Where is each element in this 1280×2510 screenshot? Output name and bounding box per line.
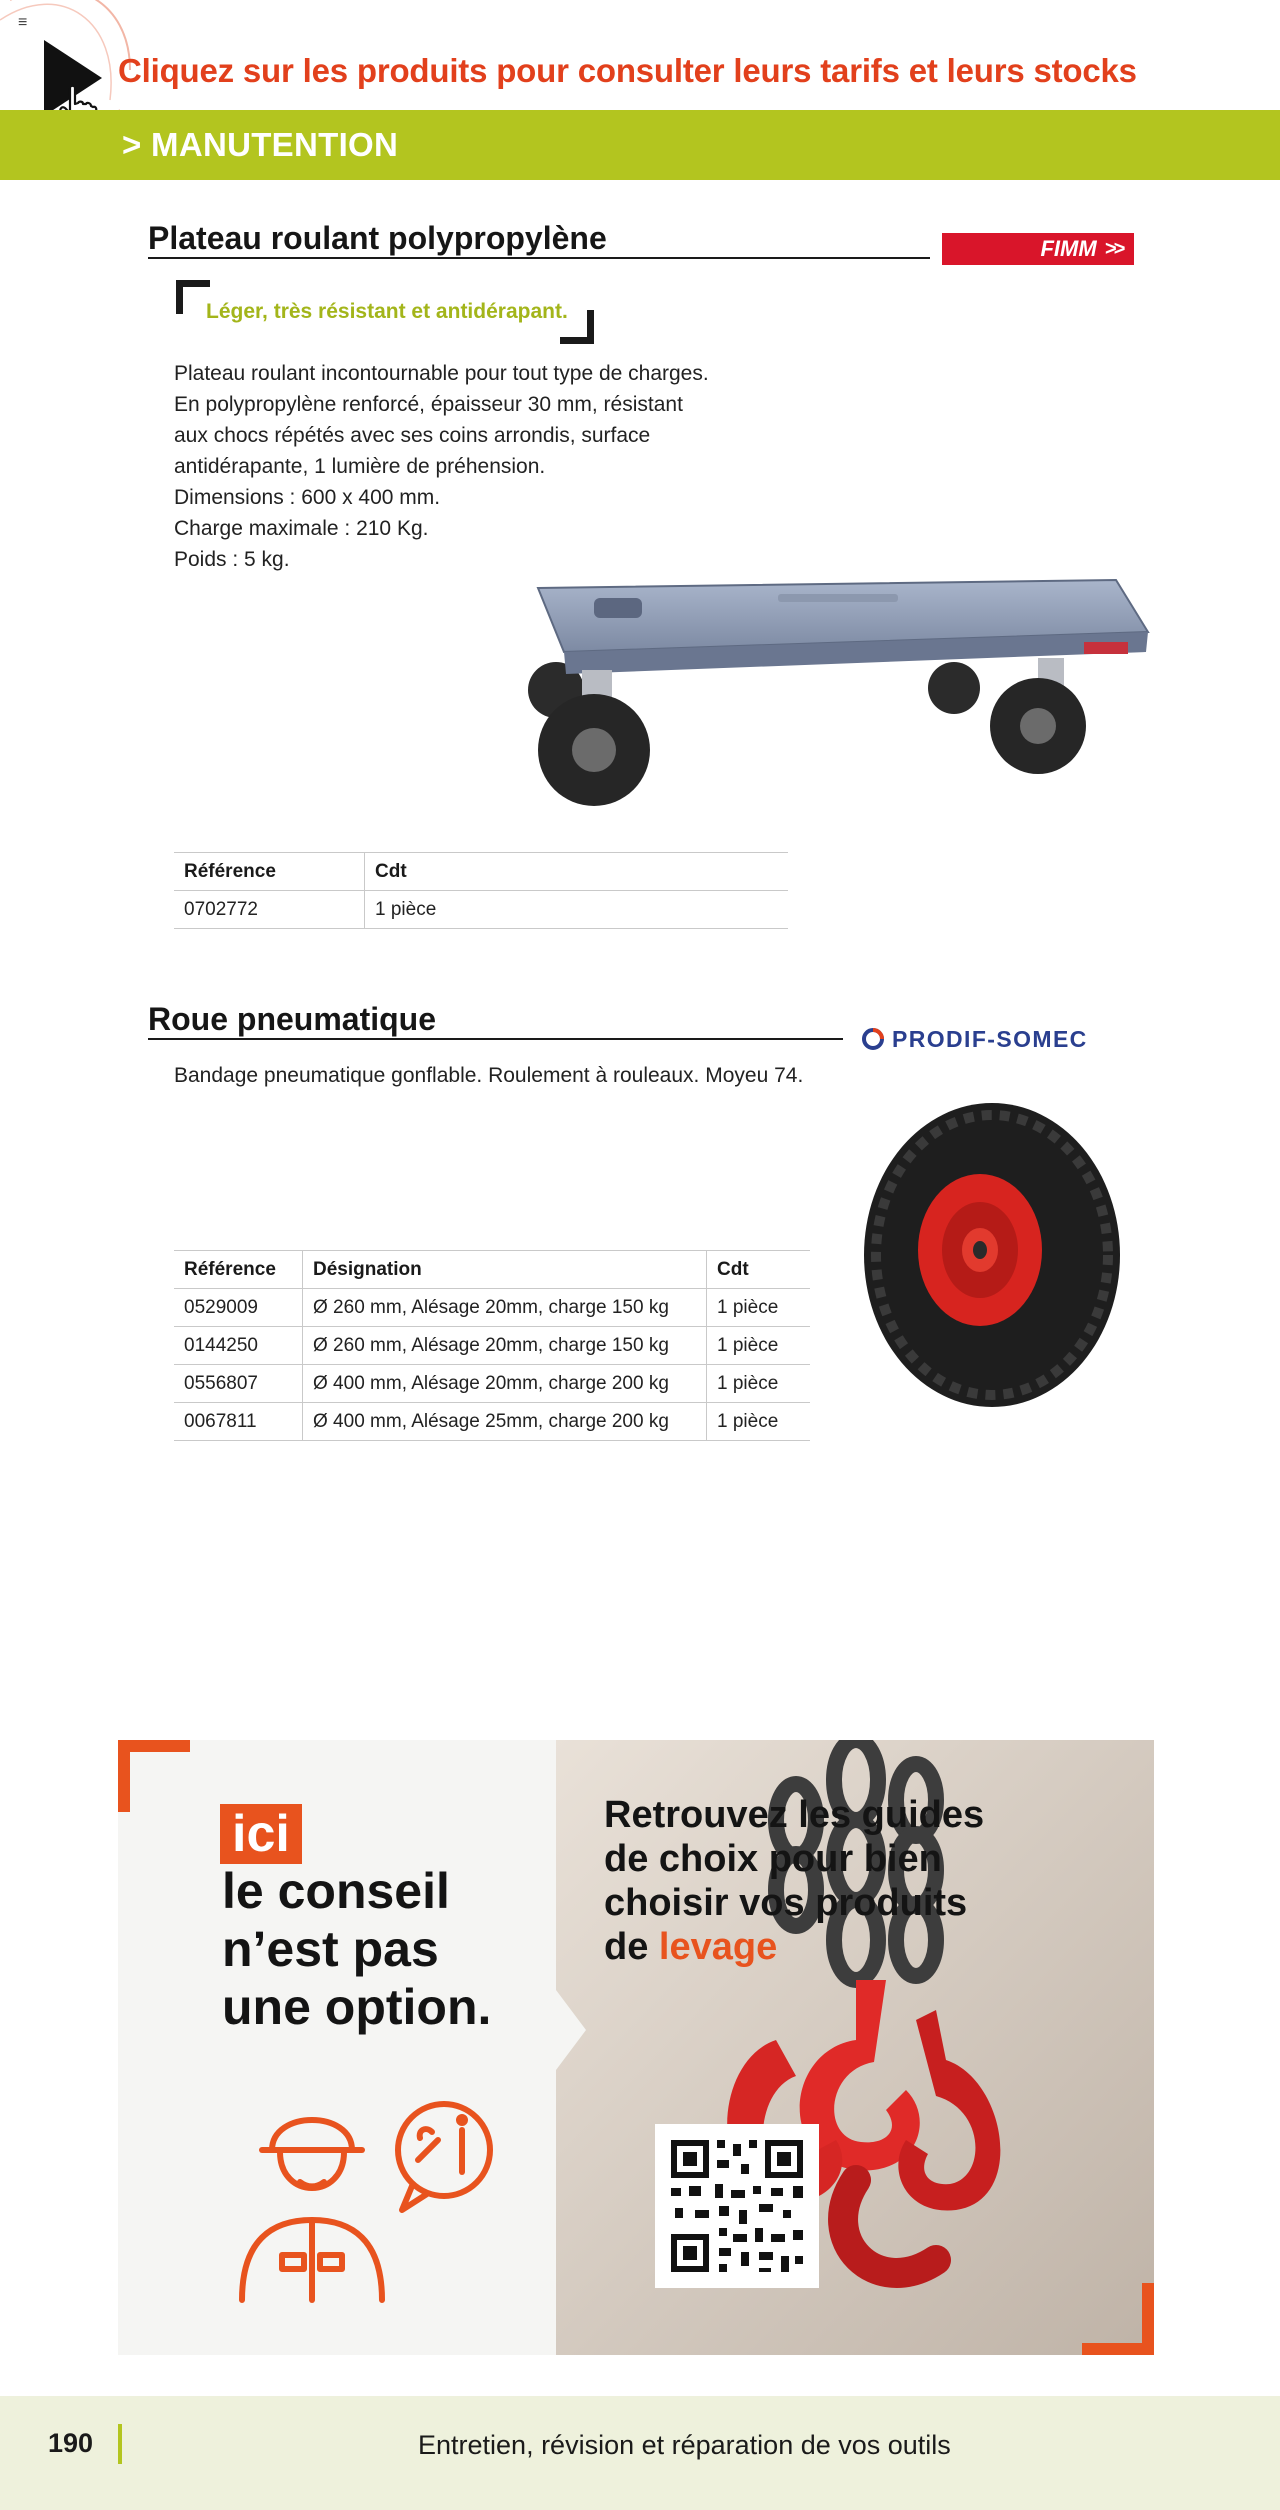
fimm-logo [942, 233, 1134, 265]
technician-advice-icon [222, 2090, 512, 2310]
description-line: Dimensions : 600 x 400 mm. [174, 486, 441, 509]
table-row[interactable] [174, 1403, 810, 1441]
title-rule [148, 257, 930, 259]
cell-cdt: 1 pièce [707, 1327, 811, 1365]
cell-designation: Ø 260 mm, Alésage 20mm, charge 150 kg [303, 1289, 707, 1327]
product-description [174, 358, 734, 575]
section-title: > MANUTENTION [122, 126, 399, 163]
cell-designation: Ø 260 mm, Alésage 20mm, charge 150 kg [303, 1327, 707, 1365]
guide-accent-word: levage [658, 1926, 778, 1968]
description-line: antidérapante, 1 lumière de préhension. [174, 455, 546, 478]
title-rule [148, 1038, 843, 1040]
product-description: Bandage pneumatique gonflable. Roulement à rouleaux. Moyeu 74. [174, 1064, 804, 1087]
description-line: Poids : 5 kg. [174, 548, 290, 571]
header-cdt: Cdt [365, 853, 789, 891]
product-title-roue[interactable]: Roue pneumatique [148, 1001, 437, 1037]
headline-line: n’est pas [222, 1921, 439, 1977]
guide-line [604, 1925, 984, 1969]
tagline-bracket-open [176, 280, 210, 314]
header-cdt: Cdt [707, 1251, 811, 1289]
qr-code-icon[interactable] [655, 2124, 819, 2288]
table-header-row [174, 853, 788, 891]
cell-cdt: 1 pièce [707, 1403, 811, 1441]
cell-cdt: 1 pièce [707, 1289, 811, 1327]
cell-cdt: 1 pièce [707, 1365, 811, 1403]
cta-link[interactable]: Cliquez sur les produits pour consulter leurs tarifs et leurs stocks [118, 52, 1137, 89]
cell-reference[interactable]: 0556807 [184, 1372, 258, 1394]
guide-line-prefix: de [604, 1926, 659, 1968]
reference-table-plateau [174, 852, 788, 929]
headline-line: une option. [222, 1979, 492, 2035]
cell-reference[interactable]: 0144250 [184, 1334, 258, 1356]
cell-reference[interactable]: 0067811 [184, 1410, 257, 1432]
banner-corner-accent [118, 1740, 190, 1812]
cell-designation: Ø 400 mm, Alésage 25mm, charge 200 kg [303, 1403, 707, 1441]
table-row[interactable] [174, 1327, 810, 1365]
guide-line: Retrouvez les guides [604, 1794, 985, 1836]
ici-badge: ici [220, 1804, 302, 1864]
page-number-divider [118, 2424, 122, 2464]
product-title-plateau[interactable]: Plateau roulant polypropylène [148, 220, 607, 256]
headline-line: le conseil [222, 1863, 450, 1919]
cell-cdt: 1 pièce [365, 891, 789, 929]
guide-line: de choix pour bien [604, 1838, 942, 1880]
header-designation: Désignation [303, 1251, 707, 1289]
header-reference: Référence [184, 860, 276, 882]
table-row[interactable] [174, 891, 788, 929]
guide-line: choisir vos produits [604, 1882, 968, 1924]
cell-reference[interactable]: 0529009 [184, 1296, 258, 1318]
prodif-somec-logo [860, 1024, 1088, 1054]
description-line: Charge maximale : 210 Kg. [174, 517, 429, 540]
product-tagline: Léger, très résistant et antidérapant. [206, 300, 568, 323]
cell-designation: Ø 400 mm, Alésage 20mm, charge 200 kg [303, 1365, 707, 1403]
description-line: Plateau roulant incontournable pour tout type de charges. [174, 362, 709, 385]
table-row[interactable] [174, 1365, 810, 1403]
description-line: En polypropylène renforcé, épaisseur 30 mm, résistant [174, 393, 683, 416]
table-row[interactable] [174, 1289, 810, 1327]
trolley-image[interactable] [518, 570, 1158, 820]
conseil-headline [222, 1862, 491, 2036]
cell-reference[interactable]: 0702772 [184, 898, 258, 920]
header-reference: Référence [184, 1258, 276, 1280]
prodif-ring-icon [860, 1026, 886, 1052]
banner-corner-accent [1082, 2283, 1154, 2355]
prodif-logo-text: PRODIF-SOMEC [892, 1025, 1088, 1052]
table-header-row [174, 1251, 810, 1289]
tagline-bracket-close [560, 310, 594, 344]
footer-section-title: Entretien, révision et réparation de vos outils [418, 2430, 951, 2460]
fimm-mark-icon: >> [1104, 237, 1122, 260]
menu-icon[interactable]: ≡ [18, 14, 28, 31]
tire-image[interactable] [852, 1090, 1128, 1420]
guide-headline [604, 1793, 984, 1969]
page-number: 190 [48, 2428, 94, 2458]
fimm-logo-text: FIMM [1040, 236, 1097, 261]
reference-table-roue [174, 1250, 810, 1441]
description-line: aux chocs répétés avec ses coins arrondis, surface [174, 424, 651, 447]
